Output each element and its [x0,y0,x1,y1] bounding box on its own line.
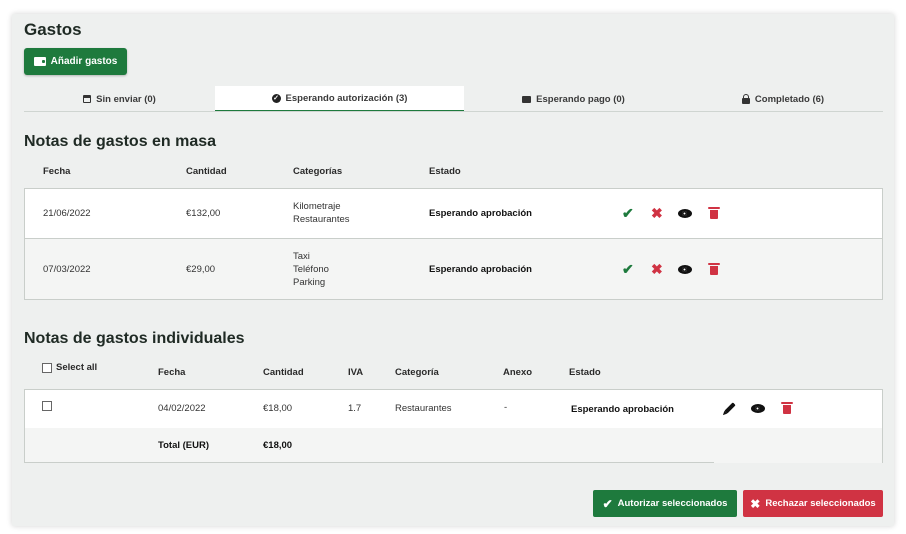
reject-selected-label: Rechazar seleccionados [765,498,876,509]
view-eye-icon[interactable] [751,404,765,413]
bulk-row-fecha: 21/06/2022 [43,208,91,219]
bulk-row-categoria: Kilometraje [293,201,341,212]
add-expense-label: Añadir gastos [50,56,118,67]
table-bottom-line [24,462,714,463]
bulk-row-estado: Esperando aprobación [429,264,532,275]
individual-header-fecha: Fecha [158,367,186,378]
page-title: Gastos [24,20,82,39]
bulk-row-cantidad: €132,00 [186,208,221,219]
total-row-bg [25,428,882,463]
tab-label: Completado (6) [754,93,825,105]
select-all-checkbox[interactable] [42,363,52,373]
reject-icon[interactable]: ✖ [651,205,663,221]
bulk-row-categoria: Taxi [293,251,310,262]
tab-label: Esperando autorización (3) [285,92,408,104]
individual-header-estado: Estado [569,367,601,378]
credit-card-icon [522,96,531,103]
total-value: €18,00 [263,440,293,451]
select-all-label: Select all [56,362,98,373]
trash-icon[interactable] [782,402,792,414]
check-circle-icon: ✓ [273,94,279,102]
approve-selected-label: Autorizar seleccionados [617,498,728,509]
approve-icon[interactable]: ✔ [622,205,634,221]
bulk-row-categoria: Parking [293,277,326,288]
status-tabs [24,86,883,112]
reject-icon[interactable]: ✖ [651,261,663,277]
individual-row-estado: Esperando aprobación [571,404,674,415]
approve-icon[interactable]: ✔ [622,261,634,277]
row-checkbox[interactable] [42,401,52,411]
individual-row-categoria: Restaurantes [395,403,452,414]
tab-sin-enviar[interactable] [24,86,215,112]
select-all-control[interactable] [42,362,97,373]
individual-row-iva: 1.7 [348,403,362,414]
add-expense-button[interactable] [24,48,127,75]
individual-header-anexo: Anexo [503,367,533,378]
tab-esperando-autorizacion[interactable] [215,86,464,112]
bulk-header-fecha: Fecha [43,166,71,177]
trash-icon[interactable] [709,263,719,275]
individual-header-iva: IVA [348,367,364,378]
wallet-icon [34,57,46,66]
trash-icon[interactable] [709,207,719,219]
individual-header-categoria: Categoría [395,367,439,378]
individual-section-title: Notas de gastos individuales [24,330,245,347]
view-eye-icon[interactable] [678,265,692,274]
tab-label: Esperando pago (0) [536,93,625,105]
total-label: Total (EUR) [158,440,210,451]
bulk-row-categoria: Teléfono [293,264,329,275]
tab-completado[interactable] [683,86,883,112]
close-icon: ✖ [750,496,761,511]
bulk-section-title: Notas de gastos en masa [24,133,217,150]
bulk-row-estado: Esperando aprobación [429,208,532,219]
approve-selected-button[interactable] [593,490,737,517]
lock-icon [742,98,750,104]
check-icon: ✔ [602,496,613,511]
reject-selected-button[interactable] [743,490,883,517]
bulk-row-categoria: Restaurantes [293,214,350,225]
individual-header-cantidad: Cantidad [263,367,304,378]
view-eye-icon[interactable] [678,209,692,218]
individual-row-cantidad: €18,00 [263,403,293,414]
bulk-header-cantidad: Cantidad [186,166,227,177]
bulk-row-fecha: 07/03/2022 [43,264,91,275]
bulk-header-categorias: Categorías [293,166,343,177]
tab-label: Sin enviar (0) [96,93,156,105]
tabs-divider [24,111,883,112]
tab-esperando-pago[interactable] [464,86,683,112]
bulk-table [24,188,883,300]
calendar-icon [83,95,91,103]
individual-table [24,389,883,463]
individual-row-fecha: 04/02/2022 [158,403,206,414]
bulk-header-estado: Estado [429,166,461,177]
individual-row-anexo: - [504,402,508,413]
bulk-row-cantidad: €29,00 [186,264,216,275]
